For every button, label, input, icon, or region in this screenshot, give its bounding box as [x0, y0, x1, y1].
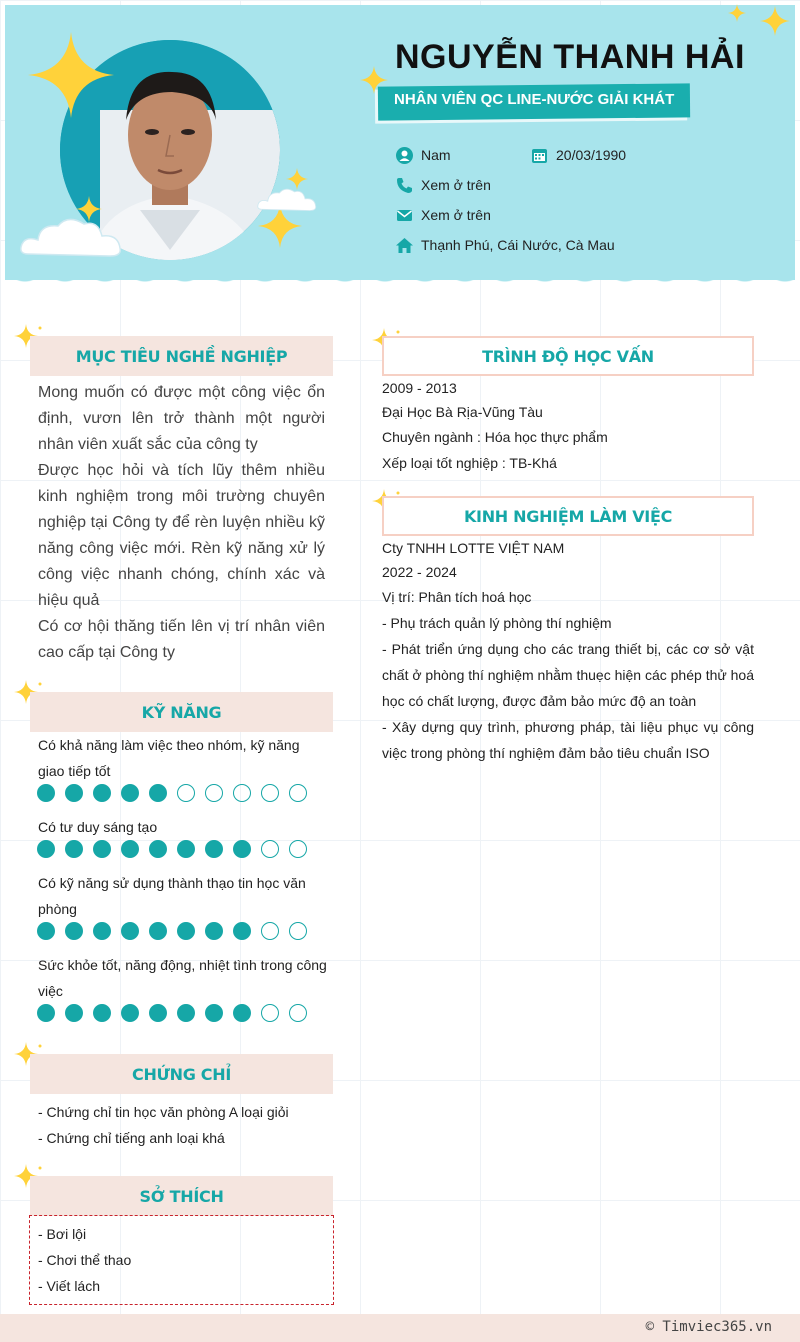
skill-label: Có khả năng làm việc theo nhóm, kỹ năng giao tiếp tốt: [38, 737, 300, 779]
rating-dot-empty: [261, 922, 279, 940]
certificates-heading: CHỨNG CHỈ: [30, 1054, 333, 1094]
rating-dot-filled: [65, 1004, 83, 1022]
rating-dot-filled: [233, 840, 251, 858]
education-line: Xếp loại tốt nghiệp : TB-Khá: [382, 455, 557, 471]
objective-paragraph: Có cơ hội thăng tiến lên vị trí nhân viên cao cấp tại Công ty: [38, 618, 325, 661]
rating-dot-empty: [205, 784, 223, 802]
rating-dot-filled: [121, 922, 139, 940]
objective-paragraph: Mong muốn có được một công việc ổn định, vươn lên trở thành một người nhân viên xuất sắc của công ty: [38, 384, 325, 453]
skill-label: Có kỹ năng sử dụng thành thạo tin học văn phòng: [38, 875, 306, 917]
gender-value: Nam: [421, 147, 451, 163]
education-line: Đại Học Bà Rịa-Vũng Tàu: [382, 404, 543, 420]
rating-dot-filled: [205, 840, 223, 858]
rating-dot-filled: [37, 784, 55, 802]
rating-dot-empty: [261, 784, 279, 802]
rating-dot-empty: [261, 840, 279, 858]
rating-dot-empty: [233, 784, 251, 802]
experience-duty: - Xây dựng quy trình, phương pháp, tài liệu phục vụ công việc trong phòng thí nghiệm đảm bảo tiêu chuẩn ISO: [382, 719, 754, 761]
skill-rating: [37, 1004, 317, 1024]
birthday-row: [530, 145, 626, 165]
email-value: Xem ở trên: [421, 207, 491, 223]
rating-dot-filled: [65, 922, 83, 940]
position-title: NHÂN VIÊN QC LINE-NƯỚC GIẢI KHÁT: [394, 91, 675, 108]
skill-label: Có tư duy sáng tạo: [38, 819, 158, 835]
rating-dot-empty: [177, 784, 195, 802]
rating-dot-empty: [261, 1004, 279, 1022]
rating-dot-filled: [121, 1004, 139, 1022]
address-value: Thạnh Phú, Cái Nước, Cà Mau: [421, 237, 615, 253]
phone-value: Xem ở trên: [421, 177, 491, 193]
hobbies-heading: SỞ THÍCH: [30, 1176, 333, 1216]
star-icon: [728, 4, 746, 22]
phone-row: [395, 175, 491, 195]
home-icon: [395, 236, 413, 254]
rating-dot-empty: [289, 922, 307, 940]
rating-dot-filled: [93, 784, 111, 802]
star-icon: [760, 6, 790, 36]
address-row: [395, 235, 615, 255]
rating-dot-filled: [233, 922, 251, 940]
rating-dot-filled: [149, 840, 167, 858]
rating-dot-filled: [177, 1004, 195, 1022]
skill-rating: [37, 922, 317, 942]
education-line: 2009 - 2013: [382, 380, 457, 396]
objective-heading: MỤC TIÊU NGHỀ NGHIỆP: [30, 336, 333, 376]
education-line: Chuyên ngành : Hóa học thực phẩm: [382, 429, 608, 445]
rating-dot-empty: [289, 1004, 307, 1022]
rating-dot-filled: [37, 1004, 55, 1022]
rating-dot-filled: [205, 1004, 223, 1022]
certificate-item: - Chứng chỉ tin học văn phòng A loại giỏi: [38, 1104, 289, 1120]
hobby-item: - Bơi lội: [38, 1226, 87, 1242]
rating-dot-filled: [177, 840, 195, 858]
rating-dot-empty: [289, 784, 307, 802]
experience-duty: - Phụ trách quản lý phòng thí nghiệm: [382, 615, 612, 631]
experience-company: Cty TNHH LOTTE VIỆT NAM: [382, 540, 565, 556]
skill-label: Sức khỏe tốt, năng động, nhiệt tình trong công việc: [38, 957, 327, 999]
rating-dot-filled: [65, 840, 83, 858]
rating-dot-filled: [37, 922, 55, 940]
calendar-icon: [530, 146, 548, 164]
rating-dot-filled: [177, 922, 195, 940]
rating-dot-filled: [37, 840, 55, 858]
rating-dot-filled: [65, 784, 83, 802]
skill-rating: [37, 840, 317, 860]
birthday-value: 20/03/1990: [556, 147, 627, 163]
cloud-icon: [256, 186, 318, 214]
candidate-name: NGUYỄN THANH HẢI: [395, 38, 745, 76]
education-heading: TRÌNH ĐỘ HỌC VẤN: [382, 336, 754, 376]
skill-rating: [37, 784, 317, 804]
header-scallop-edge: [5, 260, 795, 296]
footer-brand: © Timviec365.vn: [645, 1319, 772, 1335]
phone-icon: [395, 176, 413, 194]
rating-dot-filled: [149, 922, 167, 940]
rating-dot-filled: [233, 1004, 251, 1022]
skills-heading: KỸ NĂNG: [30, 692, 333, 732]
experience-duty: - Phát triển ứng dụng cho các trang thiết bị, các cơ sở vật chất ở phòng thí nghiệm nhằm thuẹc hiện các phép thử hoá học có chất lượng, được đảm bảo mức độ an toàn: [382, 641, 754, 709]
rating-dot-filled: [93, 922, 111, 940]
experience-role: Vị trí: Phân tích hoá học: [382, 589, 532, 605]
email-row: [395, 205, 491, 225]
hobby-item: - Viết lách: [38, 1278, 100, 1294]
hobby-item: - Chơi thể thao: [38, 1252, 132, 1268]
rating-dot-filled: [121, 784, 139, 802]
experience-heading: KINH NGHIỆM LÀM VIỆC: [382, 496, 754, 536]
rating-dot-filled: [205, 922, 223, 940]
certificate-item: - Chứng chỉ tiếng anh loại khá: [38, 1130, 225, 1146]
rating-dot-empty: [289, 840, 307, 858]
gender-row: [395, 145, 451, 165]
cloud-icon: [18, 214, 124, 262]
rating-dot-filled: [149, 1004, 167, 1022]
rating-dot-filled: [93, 1004, 111, 1022]
rating-dot-filled: [121, 840, 139, 858]
experience-period: 2022 - 2024: [382, 564, 457, 580]
rating-dot-filled: [149, 784, 167, 802]
star-icon: [28, 32, 114, 118]
objective-paragraph: Được học hỏi và tích lũy thêm nhiều kinh nghiệm trong môi trường chuyên nghiệp tại Công ty để rèn luyện nhiều kỹ năng công việc mới. Rèn kỹ năng xử lý công việc nhanh chóng, chính xác và hiệu quả: [38, 462, 325, 609]
envelope-icon: [395, 206, 413, 224]
user-icon: [395, 146, 413, 164]
rating-dot-filled: [93, 840, 111, 858]
